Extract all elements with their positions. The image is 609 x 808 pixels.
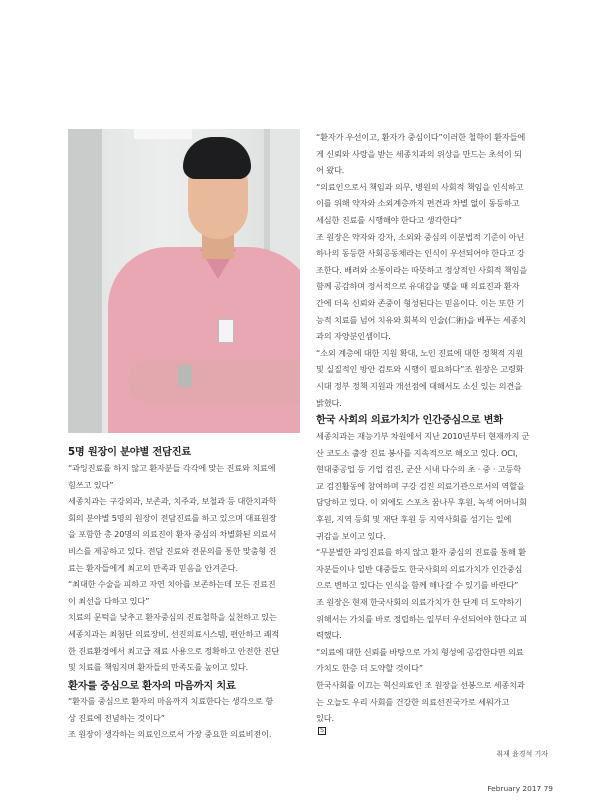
text-line [316,710,548,735]
section-body [68,693,300,743]
text-line: 치료의 문턱을 낮추고 환자중심의 진료철학을 실천하고 있는 [68,612,277,623]
photo-background [68,129,102,433]
text-line: 이를 위해 약자와 소외계층까지 편견과 차별 없이 동등하고 [316,198,520,209]
text-line-last: 있다. [316,713,334,724]
text-line: 및 실질적인 방안 검토와 시행이 필요하다”조 원장은 고령화 [316,364,524,375]
text-line: “최대한 수술을 피하고 자연 치아를 보존하는데 모든 진료진 [68,579,276,590]
text-line: 시대 정부 정책 지원과 개선점에 대해서도 소신 있는 의견을 [316,380,522,391]
text-line: “과잉진료를 하지 않고 환자분들 각각에 맞는 진료와 치료에 [68,463,276,473]
text-line: 한 진료환경에서 최고급 재료 사용으로 정확하고 안전한 진단 [68,645,280,656]
text-line: 상 진료에 전념하는 것이다” [68,712,165,723]
text-line: 세종치과는 재능기부 차원에서 지난 2010년부터 현재까지 군 [316,431,530,441]
text-line: 력했다. [316,630,342,641]
text-line: 조한다. 배려와 소통이라는 따뜻하고 정상적인 사회적 책임을 [316,264,528,275]
text-line: “환자를 중심으로 환자의 마음까지 치료한다는 생각으로 항 [68,696,274,706]
text-line: 세심한 진료를 시행해야 한다고 생각한다” [316,214,462,225]
section-heading: 5명 원장이 분야별 전담진료 [68,447,191,458]
text-line: 후원, 지역 등회 및 재단 후원 등 지역사회를 섬기는 일에 [316,513,512,524]
text-line: 담당하고 있다. 이 외에도 스포츠 꿈나무 후원, 녹색 어머니회 [316,497,527,508]
text-line: “의료인으로서 책임과 의무, 병원의 사회적 책임을 인식하고 [316,181,524,192]
doctor-scrubs [108,247,300,433]
text-line: “환자가 우선이고, 환자가 중심이다”이러한 철학이 환자들에 [316,132,526,142]
text-line: 한국사회를 이끄는 혁신의료인 조 원장을 선봉으로 세종치과 [316,679,525,690]
text-line: 귀감을 보이고 있다. [316,530,386,541]
text-line: 회의 분야별 5명의 원장이 전담진료를 하고 있으며 대표원장 [68,512,277,523]
text-line: 힘쓰고 있다” [68,479,114,490]
crossed-arms [128,359,300,403]
text-line: 조 원장은 약자와 강자, 소외와 중심의 이분법적 기준이 아닌 [316,231,525,242]
text-line: 게 신뢰와 사랑을 받는 세종치과의 위상을 만드는 초석이 되 [316,148,522,159]
doctor-photo [68,129,300,433]
page-footer: February 2017 79 [487,784,553,793]
text-line: 교 검진활동에 참여하며 구강 검진 의료기관으로서의 역할을 [316,480,525,491]
wristwatch [178,365,192,387]
text-line: 료는 환자들에게 최고의 만족과 믿음을 안겨준다. [68,562,238,573]
text-line: 능적 치료를 넘어 치유와 회복의 인술(仁術)을 베푸는 세종치 [316,314,527,325]
text-line: 이 최선을 다하고 있다” [68,595,150,606]
section-body [68,460,300,676]
text-line: 현대중공업 등 기업 검진, 군산 시내 다수의 초 · 중 · 고등학 [316,464,522,475]
text-line: 세종치과는 최첨단 의료장비, 선진의료시스템, 편안하고 쾌적 [68,628,280,639]
text-line: 는 오늘도 우리 사회를 건강한 의료선진국가로 세워가고 [316,696,510,707]
text-line: 세종치과는 구강외과, 보존과, 치주과, 보철과 등 대한치과학 [68,496,277,507]
text-line: 간에 더욱 신뢰와 존중이 형성된다는 믿음이다. 이는 또한 기 [316,297,525,308]
photo-background [134,129,192,139]
section-body [316,428,548,735]
text-line: 하나의 동등한 사회공동체라는 인식이 우선되어야 한다고 강 [316,248,525,259]
text-line: 밝혔다. [316,397,342,408]
section-heading: 환자를 중심으로 환자의 마음까지 치료 [68,681,236,692]
text-line: “무분별한 과잉진료를 하지 않고 환자 중심의 진료를 통해 환 [316,547,526,558]
section-heading: 한국 사회의 의료가치가 인간중심으로 변화 [316,415,503,426]
name-badge [218,319,234,343]
text-line: “소외 계층에 대한 지원 확대, 노인 진료에 대한 정책적 지원 [316,347,524,358]
text-line: 을 포함한 총 20명의 의료진이 환자 중심의 차별화된 의료서 [68,529,277,540]
text-line: 조 원장이 생각하는 의료인으로서 가장 중요한 의료비전이. [68,729,272,740]
text-line: “의료에 대한 신뢰를 바탕으로 가치 형성에 공감한다면 의료 [316,646,524,657]
text-line: 으로 변하고 있다는 인식을 함께 해나갈 수 있기를 바란다” [316,580,519,591]
text-line: 비스를 제공하고 있다. 전담 진료와 전문의를 통한 맞춤형 진 [68,545,277,556]
text-line: 과의 자양분인셈이다. [316,331,391,342]
text-line: 위해서는 가치를 바로 정립하는 일부터 우선되어야 한다고 피 [316,613,528,624]
byline: 취재 윤경석 기자 [496,750,548,758]
text-line: 자분들이나 일반 대중들도 한국사회의 의료가치가 인간중심 [316,563,523,574]
section-body [316,129,548,411]
text-line: 및 치료를 책임지며 환자들의 만족도를 높이고 있다. [68,662,249,673]
text-line: 어 왔다. [316,165,345,176]
text-line: 산 코도소 출장 진료 봉사를 지속적으로 해오고 있다. OCI, [316,447,518,458]
end-mark: S [318,727,326,735]
text-line: 함께 공감하며 정서적으로 유대감을 맺을 때 의료진과 환자 [316,281,520,292]
text-line: 조 원장은 현재 한국사회의 의료가치가 한 단계 더 도약하기 [316,596,522,607]
text-line: 가치도 한층 더 도약할 것이다” [316,663,424,674]
doctor-hair [183,137,251,179]
